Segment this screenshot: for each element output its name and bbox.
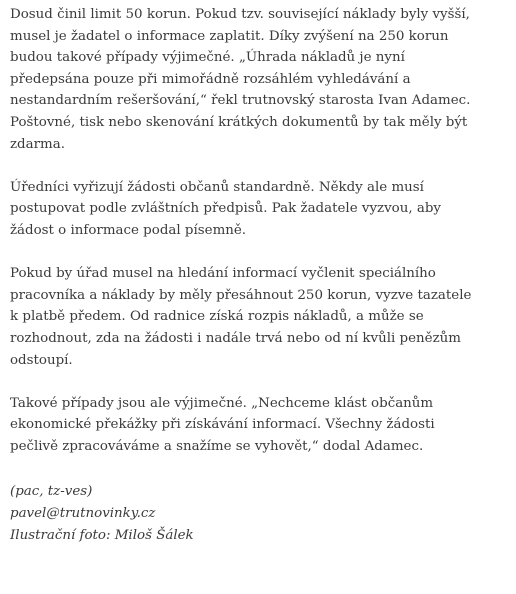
text-line: předepsána pouze při mimořádně rozsáhlém vyhledávání a bbox=[10, 71, 411, 87]
author-email[interactable]: pavel@trutnovinky.cz bbox=[10, 506, 156, 522]
text-line: rozhodnout, zda na žádosti i nadále trvá nebo od ní kvůli penězům bbox=[10, 330, 461, 346]
text-line: Dosud činil limit 50 korun. Pokud tzv. související náklady byly vyšší, bbox=[10, 7, 470, 22]
text-line: nestandardním rešeršování,“ řekl trutnovský starosta Ivan Adamec. bbox=[10, 93, 471, 109]
text-line: musel je žadatel o informace zaplatit. Díky zvýšení na 250 korun bbox=[10, 28, 449, 44]
text-line: pracovníka a náklady by měly přesáhnout 250 korun, vyzve tazatele bbox=[10, 287, 472, 303]
source-tag: (pac, tz-ves) bbox=[10, 484, 93, 500]
paragraph-2 bbox=[10, 177, 510, 242]
text-line: Pokud by úřad musel na hledání informací vyčlenit speciálního bbox=[10, 266, 436, 282]
text-line: Úředníci vyřizují žádosti občanů standardně. Někdy ale musí bbox=[10, 179, 424, 195]
text-line: pečlivě zpracováváme a snažíme se vyhovět,“ dodal Adamec. bbox=[10, 438, 424, 454]
paragraph-4 bbox=[10, 393, 510, 458]
text-line: budou takové případy výjimečné. „Úhrada nákladů je nyní bbox=[10, 50, 405, 66]
paragraph-3 bbox=[10, 263, 510, 371]
paragraph-1 bbox=[10, 4, 510, 155]
text-line: ekonomické překážky při získávání informací. Všechny žádosti bbox=[10, 417, 435, 433]
text-line: k platbě předem. Od radnice získá rozpis nákladů, a může se bbox=[10, 309, 424, 325]
text-line: Takové případy jsou ale výjimečné. „Nechceme klást občanům bbox=[10, 395, 434, 411]
text-line: žádost o informace podal písemně. bbox=[10, 222, 247, 238]
photo-credit: Ilustrační foto: Miloš Šálek bbox=[10, 527, 194, 543]
text-line: Poštovné, tisk nebo skenování krátkých dokumentů by tak měly být bbox=[10, 114, 468, 130]
text-line: odstoupí. bbox=[10, 352, 73, 368]
article-body bbox=[10, 4, 510, 546]
article-credits bbox=[10, 481, 510, 546]
text-line: zdarma. bbox=[10, 136, 65, 152]
text-line: postupovat podle zvláštních předpisů. Pak žadatele vyzvou, aby bbox=[10, 201, 441, 217]
